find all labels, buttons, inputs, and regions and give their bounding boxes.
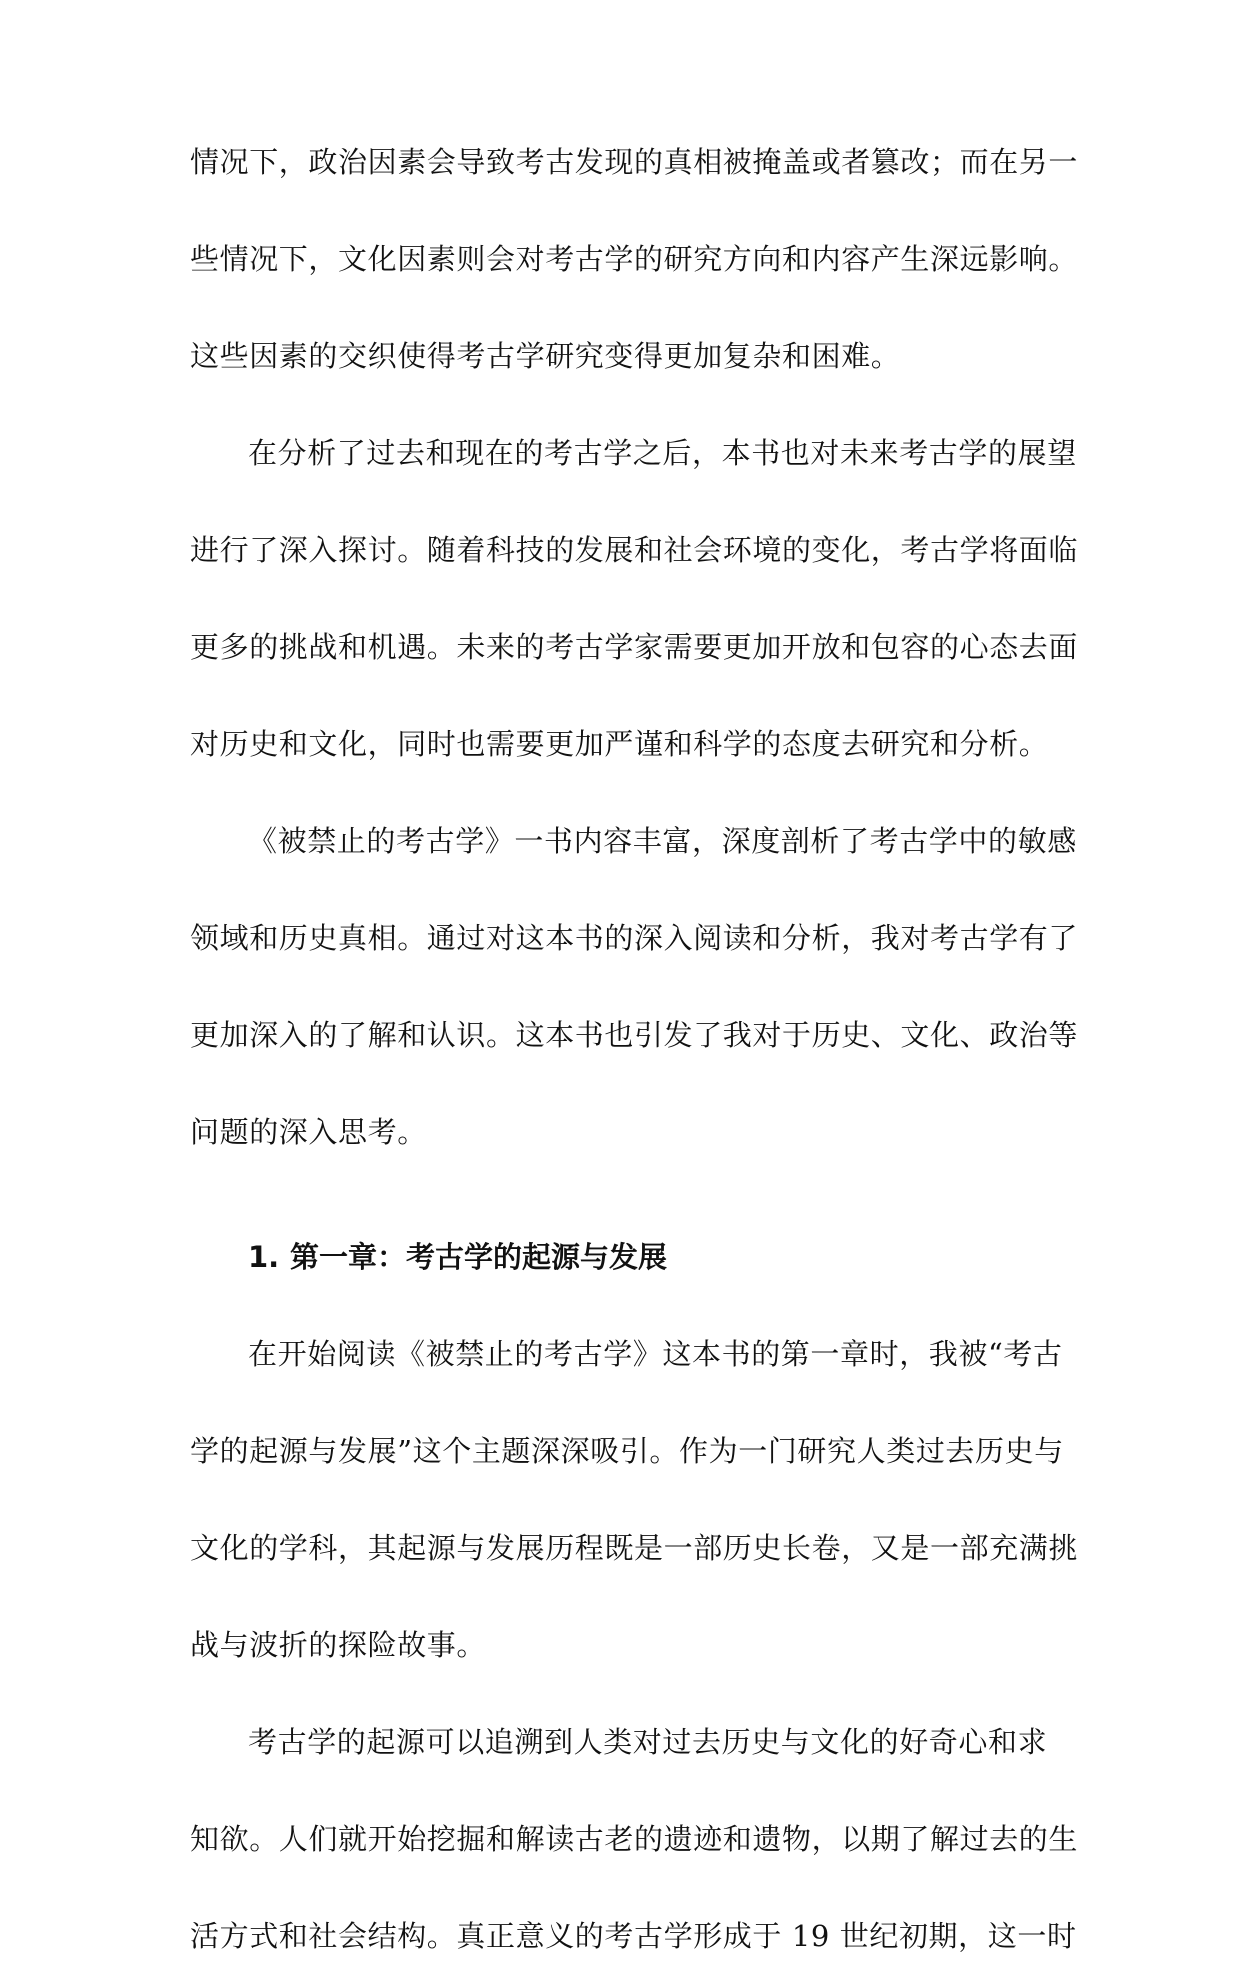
paragraph-continuation	[190, 140, 1079, 379]
text-line: 学的起源与发展”这个主题深深吸引。作为一门研究人类过去历史与	[190, 1434, 1064, 1468]
text-line: 知欲。人们就开始挖掘和解读古老的遗迹和遗物，以期了解过去的生	[190, 1822, 1079, 1856]
text-line: 活方式和社会结构。真正意义的考古学形成于 19 世纪初期，这一时	[190, 1919, 1077, 1953]
text-line: 在开始阅读《被禁止的考古学》这本书的第一章时，我被“考古	[248, 1337, 1063, 1371]
document-body	[190, 140, 1079, 1983]
text-line: 在分析了过去和现在的考古学之后，本书也对未来考古学的展望	[248, 436, 1077, 470]
text-line: 考古学的起源可以追溯到人类对过去历史与文化的好奇心和求	[248, 1725, 1048, 1759]
heading-text: 第一章：考古学的起源与发展	[290, 1240, 668, 1274]
text-line: 更多的挑战和机遇。未来的考古学家需要更加开放和包容的心态去面	[190, 630, 1079, 664]
text-line: 更加深入的了解和认识。这本书也引发了我对于历史、文化、政治等	[190, 1018, 1079, 1052]
chapter-heading	[190, 1235, 1060, 1280]
text-line: 这些因素的交织使得考古学研究变得更加复杂和困难。	[190, 339, 901, 373]
text-line: 问题的深入思考。	[190, 1115, 427, 1149]
text-line: 些情况下，文化因素则会对考古学的研究方向和内容产生深远影响。	[190, 242, 1079, 276]
paragraph-future-outlook	[190, 431, 1079, 767]
paragraph-chapter-intro	[190, 1332, 1079, 1668]
text-line: 文化的学科，其起源与发展历程既是一部历史长卷，又是一部充满挑	[190, 1531, 1079, 1565]
text-line: 进行了深入探讨。随着科技的发展和社会环境的变化，考古学将面临	[190, 533, 1079, 567]
text-line: 领域和历史真相。通过对这本书的深入阅读和分析，我对考古学有了	[190, 921, 1079, 955]
text-line: 《被禁止的考古学》一书内容丰富，深度剖析了考古学中的敏感	[248, 824, 1077, 858]
paragraph-book-summary	[190, 819, 1079, 1155]
text-line: 对历史和文化，同时也需要更加严谨和科学的态度去研究和分析。	[190, 727, 1049, 761]
text-line: 战与波折的探险故事。	[190, 1628, 487, 1662]
paragraph-origins	[190, 1720, 1079, 1959]
heading-number: 1.	[248, 1240, 280, 1274]
text-line: 情况下，政治因素会导致考古发现的真相被掩盖或者篡改；而在另一	[190, 145, 1079, 179]
